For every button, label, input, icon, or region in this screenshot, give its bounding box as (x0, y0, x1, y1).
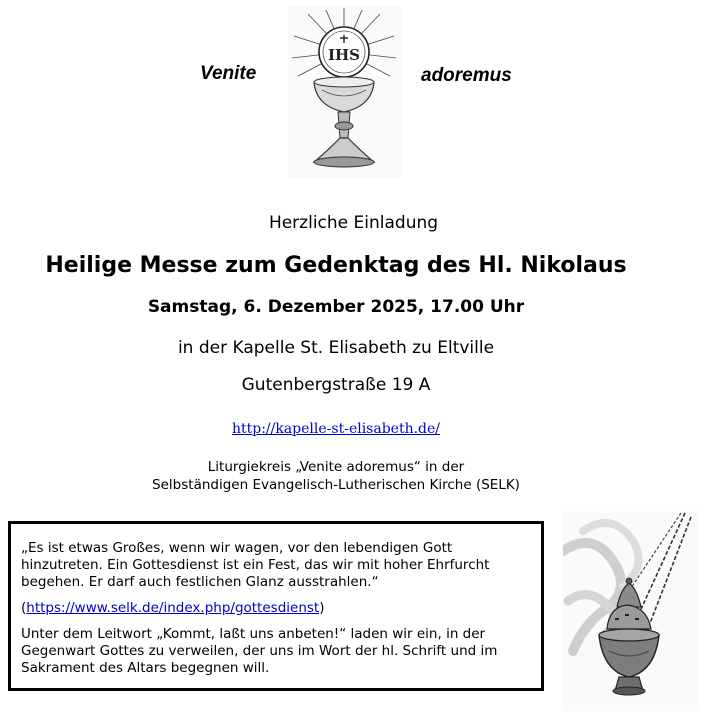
quote-source-open: ( (21, 600, 27, 616)
website-link[interactable]: http://kapelle-st-elisabeth.de/ (231, 421, 441, 437)
chalice-with-host-icon (288, 6, 401, 178)
event-address: Gutenbergstraße 19 A (241, 375, 431, 395)
censer-icon (563, 511, 699, 711)
organizer (0, 458, 672, 494)
organizer-line-1: Liturgiekreis „Venite adoremus“ in der (207, 459, 465, 475)
quote-source-close: ) (319, 600, 325, 616)
motto-right: adoremus (421, 65, 512, 86)
chalice-monogram: IHS (327, 46, 361, 64)
organizer-line-2: Selbständigen Evangelisch-Lutherischen Kirche (SELK) (152, 477, 520, 493)
quote-closing: Unter dem Leitwort „Kommt, laßt uns anbeten!“ laden wir ein, in der Gegenwart Gottes zu verweilen, der uns im Wort der hl. Schrift und im Sakrament des Altars begegnen will. (21, 626, 498, 676)
quote-text: „Es ist etwas Großes, wenn wir wagen, vor den lebendigen Gott hinzutreten. Ein Gottesdienst ist ein Fest, das wir mit hoher Ehrfurcht begehen. Er darf auch festlichen Glanz ausstrahlen.“ (21, 540, 490, 590)
event-title: Heilige Messe zum Gedenktag des Hl. Nikolaus (45, 253, 627, 278)
motto-left: Venite (200, 63, 257, 84)
invitation-intro: Herzliche Einladung (268, 213, 439, 233)
quote-box (8, 521, 544, 691)
quote-source (21, 600, 531, 617)
event-place: in der Kapelle St. Elisabeth zu Eltville (177, 338, 495, 358)
quote-source-link[interactable]: https://www.selk.de/index.php/gottesdienst (26, 600, 320, 616)
event-date: Samstag, 6. Dezember 2025, 17.00 Uhr (147, 297, 525, 317)
